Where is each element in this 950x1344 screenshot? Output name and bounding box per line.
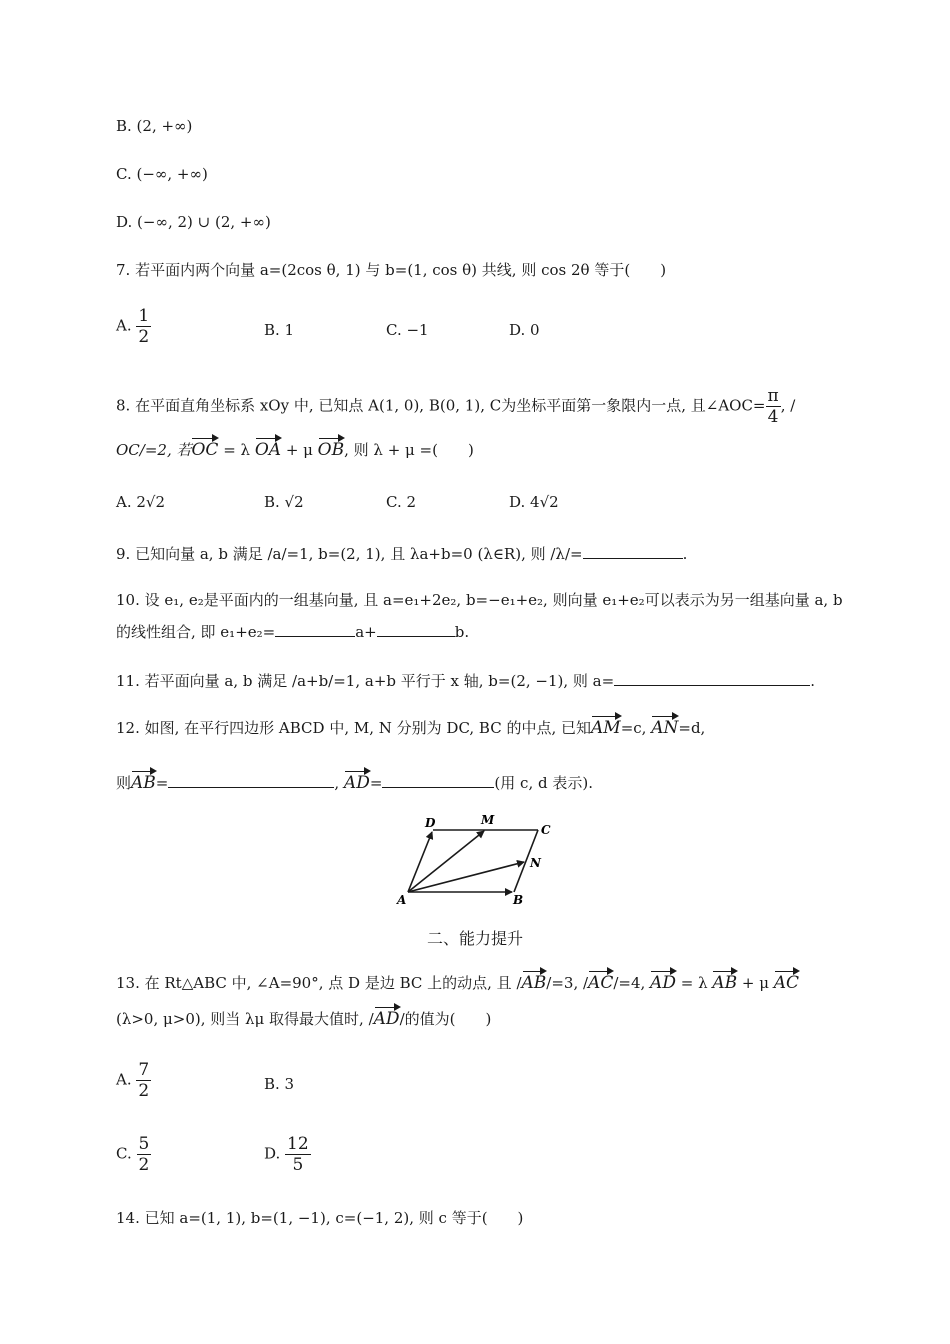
question-10-line2 bbox=[116, 620, 469, 642]
fraction-denominator: 2 bbox=[138, 1081, 150, 1101]
answer-blank[interactable] bbox=[614, 669, 810, 686]
abs-ab-value: /=3, / bbox=[546, 974, 589, 992]
question-10-mid: a+ bbox=[355, 623, 377, 641]
fraction-numerator: 1 bbox=[138, 306, 150, 326]
option-c-q6: C. (−∞, +∞) bbox=[116, 165, 208, 183]
vector-oc: OC bbox=[191, 440, 219, 460]
question-8-text: OC/=2, 若 bbox=[116, 441, 192, 459]
question-13-text: (λ>0, μ>0), 则当 λμ 取得最大值时, / bbox=[116, 1010, 374, 1028]
option-d-q6: D. (−∞, 2) ∪ (2, +∞) bbox=[116, 213, 271, 231]
period: . bbox=[810, 672, 815, 690]
option-label: A. bbox=[116, 316, 132, 335]
fraction-pi-over-4 bbox=[766, 386, 781, 427]
label-a: A bbox=[397, 893, 407, 907]
fraction-numerator: 12 bbox=[287, 1134, 309, 1154]
option-c-q8: C. 2 bbox=[386, 493, 417, 511]
question-8-text: 8. 在平面直角坐标系 xOy 中, 已知点 A(1, 0), B(0, 1), C为坐标平面第一象限内一点, 且∠AOC= bbox=[116, 396, 766, 415]
question-14-text: 14. 已知 a=(1, 1), b=(1, −1), c=(−1, 2), 则 c 等于( ) bbox=[116, 1209, 524, 1227]
plus-mu: + μ bbox=[737, 974, 774, 992]
vector-an-line bbox=[408, 862, 524, 892]
fraction-denominator: 4 bbox=[766, 406, 781, 427]
answer-blank-ab[interactable] bbox=[168, 771, 334, 788]
option-a-q8: A. 2√2 bbox=[116, 493, 166, 511]
vector-oa: OA bbox=[254, 440, 282, 460]
answer-blank-2[interactable] bbox=[377, 620, 455, 637]
question-7-text: 7. 若平面内两个向量 a=(2cos θ, 1) 与 b=(1, cos θ) 共线, 则 cos 2θ 等于( ) bbox=[116, 261, 667, 279]
question-8-text-end: , 则 λ + μ =( ) bbox=[344, 441, 474, 459]
question-8-line2 bbox=[116, 440, 474, 460]
equals-d: =d, bbox=[678, 719, 706, 737]
period: . bbox=[682, 545, 688, 563]
option-d-q7: D. 0 bbox=[509, 321, 540, 339]
question-12-text: 则 bbox=[116, 774, 132, 792]
question-12-line2 bbox=[116, 771, 593, 793]
fraction bbox=[136, 1060, 151, 1101]
parallelogram-figure bbox=[395, 812, 565, 912]
question-10-text: 的线性组合, 即 e₁+e₂= bbox=[116, 623, 276, 641]
option-label: D. bbox=[264, 1144, 281, 1163]
vector-an: AN bbox=[651, 718, 679, 738]
fraction bbox=[137, 1134, 152, 1175]
answer-blank-1[interactable] bbox=[275, 620, 355, 637]
option-d-q13 bbox=[264, 1134, 311, 1175]
comma: , bbox=[334, 774, 344, 792]
question-11 bbox=[116, 669, 815, 691]
question-8-line1 bbox=[116, 386, 795, 427]
label-n: N bbox=[530, 856, 541, 870]
label-b: B bbox=[513, 893, 524, 907]
fraction-denominator: 2 bbox=[138, 327, 150, 347]
label-m: M bbox=[481, 813, 495, 827]
equals: = bbox=[369, 774, 383, 792]
vector-ad: AD bbox=[373, 1009, 400, 1029]
fraction-numerator: π bbox=[767, 386, 779, 406]
fraction-denominator: 2 bbox=[138, 1155, 150, 1175]
fraction-numerator: 5 bbox=[138, 1134, 150, 1154]
question-12-line1 bbox=[116, 718, 705, 738]
vector-ad: AD bbox=[650, 973, 676, 993]
vector-ab: AB bbox=[131, 773, 156, 793]
option-b-q7: B. 1 bbox=[264, 321, 295, 339]
vector-ad: AD bbox=[343, 773, 370, 793]
answer-blank-ad[interactable] bbox=[382, 771, 494, 788]
option-c-q13 bbox=[116, 1134, 151, 1175]
question-13-line1 bbox=[116, 973, 799, 993]
abs-ac-value: /=4, bbox=[613, 974, 651, 992]
label-c: C bbox=[541, 823, 551, 837]
question-13-line2 bbox=[116, 1009, 491, 1029]
option-d-q8: D. 4√2 bbox=[509, 493, 559, 511]
equals: = bbox=[155, 774, 169, 792]
vector-ab: AB bbox=[712, 973, 738, 993]
question-13-text-end: /的值为( ) bbox=[399, 1010, 492, 1028]
equals-lambda: = λ bbox=[218, 441, 255, 459]
question-9-text: 9. 已知向量 a, b 满足 /a/=1, b=(2, 1), 且 λa+b=0 (λ∈R), 则 /λ/= bbox=[116, 545, 583, 563]
fraction-numerator: 7 bbox=[138, 1060, 150, 1080]
vector-ab: AB bbox=[521, 973, 547, 993]
section-heading: 二、能力提升 bbox=[426, 929, 523, 948]
question-10-end: b. bbox=[454, 623, 470, 641]
equals-lambda: = λ bbox=[675, 974, 713, 992]
question-12-text-end: (用 c, d 表示). bbox=[494, 774, 593, 792]
equals-c: =c, bbox=[620, 719, 652, 737]
option-b-q13: B. 3 bbox=[264, 1075, 295, 1093]
option-b-q6: B. (2, +∞) bbox=[116, 117, 193, 135]
option-label: A. bbox=[116, 1070, 132, 1089]
option-b-q8: B. √2 bbox=[264, 493, 304, 511]
vector-ob: OB bbox=[317, 440, 345, 460]
question-13-text: 13. 在 Rt△ABC 中, ∠A=90°, 点 D 是边 BC 上的动点, 且 / bbox=[116, 974, 522, 992]
option-a-q13 bbox=[116, 1060, 151, 1101]
vector-am: AM bbox=[591, 718, 621, 738]
option-label: C. bbox=[116, 1144, 132, 1163]
question-10-line1: 10. 设 e₁, e₂是平面内的一组基向量, 且 a=e₁+2e₂, b=−e₁+e₂, 则向量 e₁+e₂可以表示为另一组基向量 a, b bbox=[116, 591, 843, 609]
option-a-q7 bbox=[116, 306, 151, 347]
fraction bbox=[136, 306, 151, 347]
question-12-text: 12. 如图, 在平行四边形 ABCD 中, M, N 分别为 DC, BC 的中点, 已知 bbox=[116, 719, 592, 737]
answer-blank[interactable] bbox=[583, 542, 683, 559]
question-9 bbox=[116, 542, 687, 564]
vector-ac: AC bbox=[773, 973, 800, 993]
question-8-text-end: , / bbox=[780, 396, 796, 415]
vector-ac: AC bbox=[588, 973, 614, 993]
fraction-denominator: 5 bbox=[285, 1154, 311, 1175]
label-d: D bbox=[425, 816, 436, 830]
fraction bbox=[285, 1134, 311, 1175]
question-11-text: 11. 若平面向量 a, b 满足 /a+b/=1, a+b 平行于 x 轴, b=(2, −1), 则 a= bbox=[116, 672, 615, 690]
option-c-q7: C. −1 bbox=[386, 321, 429, 339]
plus-mu: + μ bbox=[281, 441, 318, 459]
